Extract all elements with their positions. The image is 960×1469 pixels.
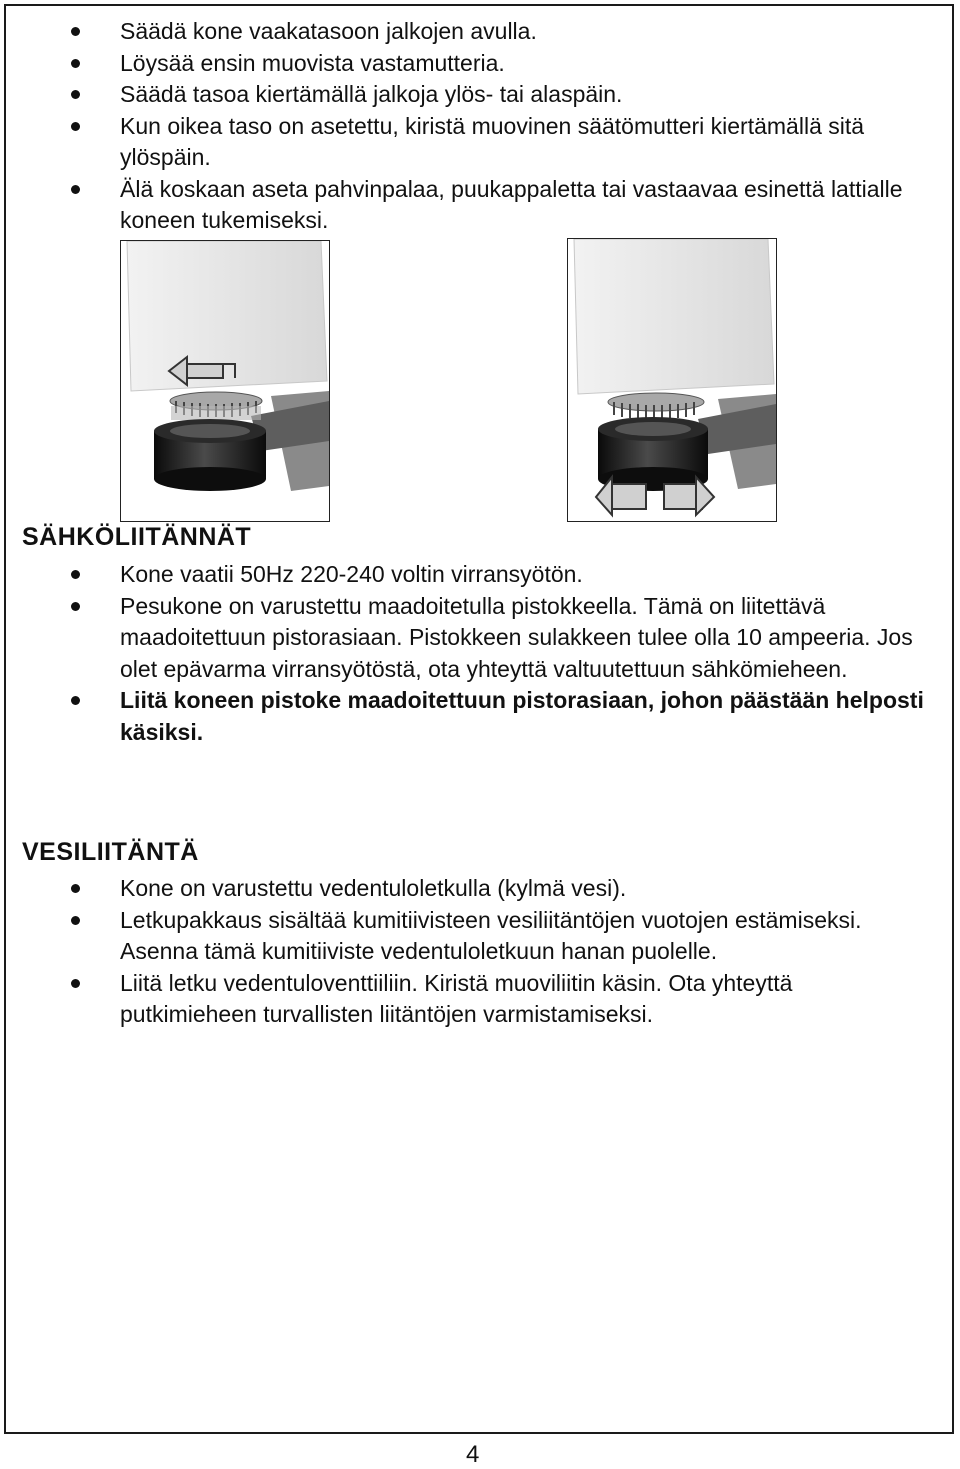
bullet-icon [71, 602, 80, 611]
list-item-text: Löysää ensin muovista vastamutteria. [120, 49, 505, 76]
page-number: 4 [466, 1441, 480, 1468]
bullet-icon [71, 979, 80, 988]
list-item [0, 559, 960, 591]
list-item [0, 873, 960, 905]
list-item-text: Säädä tasoa kiertämällä jalkoja ylös- tai alaspäin. [120, 81, 623, 107]
bullet-icon [71, 884, 80, 893]
bullet-icon [71, 59, 80, 68]
list-item [0, 685, 960, 748]
water-instructions-list [0, 873, 960, 1031]
bullet-icon [71, 916, 80, 925]
list-item [0, 111, 960, 174]
list-item [0, 79, 960, 111]
adjustable-foot-illustration-right [567, 238, 777, 522]
bullet-icon [71, 122, 80, 131]
list-item-text: Kone on varustettu vedentuloletkulla (kylmä vesi). [120, 875, 627, 901]
bullet-icon [71, 570, 80, 579]
list-item-text: Kun oikea taso on asetettu, kiristä muovinen säätömutteri kiertämällä sitä ylöspäin. [120, 112, 865, 170]
list-item-text: Älä koskaan aseta pahvinpalaa, puukappaletta tai vastaavaa esinettä lattialle koneen tukemiseksi. [120, 175, 903, 233]
section-heading-water: VESILIITÄNTÄ [22, 838, 199, 866]
list-item-text: Liitä letku vedentuloventtiiliin. Kiristä muoviliitin käsin. Ota yhteyttä putkimieheen turvallisten liitäntöjen varmistamiseksi. [120, 969, 793, 1027]
bullet-icon [71, 696, 80, 705]
list-item-text: Liitä koneen pistoke maadoitettuun pistorasiaan, johon päästään helposti käsiksi. [120, 687, 924, 745]
list-item [0, 174, 960, 237]
list-item [0, 905, 960, 968]
section-heading-electrical: SÄHKÖLIITÄNNÄT [22, 523, 252, 551]
leveling-instructions-list [0, 16, 960, 237]
list-item-text: Pesukone on varustettu maadoitetulla pistokkeella. Tämä on liitettävä maadoitettuun pistorasiaan. Pistokkeen sulakkeen tulee olla 10 ampeeria. Jos olet epävarma virransyötöstä, ota yhteyttä valtuutettuun sähkömieheen. [120, 592, 913, 682]
adjustable-foot-illustration-left [120, 240, 330, 522]
list-item [0, 591, 960, 686]
list-item-text: Letkupakkaus sisältää kumitiivisteen vesiliitäntöjen vuotojen estämiseksi. Asenna tämä kumitiiviste vedentuloletkuun hanan puolelle. [120, 906, 862, 964]
list-item [0, 16, 960, 48]
bullet-icon [71, 90, 80, 99]
electrical-instructions-list [0, 559, 960, 748]
bullet-icon [71, 185, 80, 194]
list-item-text: Säädä kone vaakatasoon jalkojen avulla. [120, 18, 537, 44]
bullet-icon [71, 27, 80, 36]
list-item [0, 968, 960, 1031]
list-item [0, 48, 960, 80]
list-item-text: Kone vaatii 50Hz 220-240 voltin virransyötön. [120, 561, 583, 587]
